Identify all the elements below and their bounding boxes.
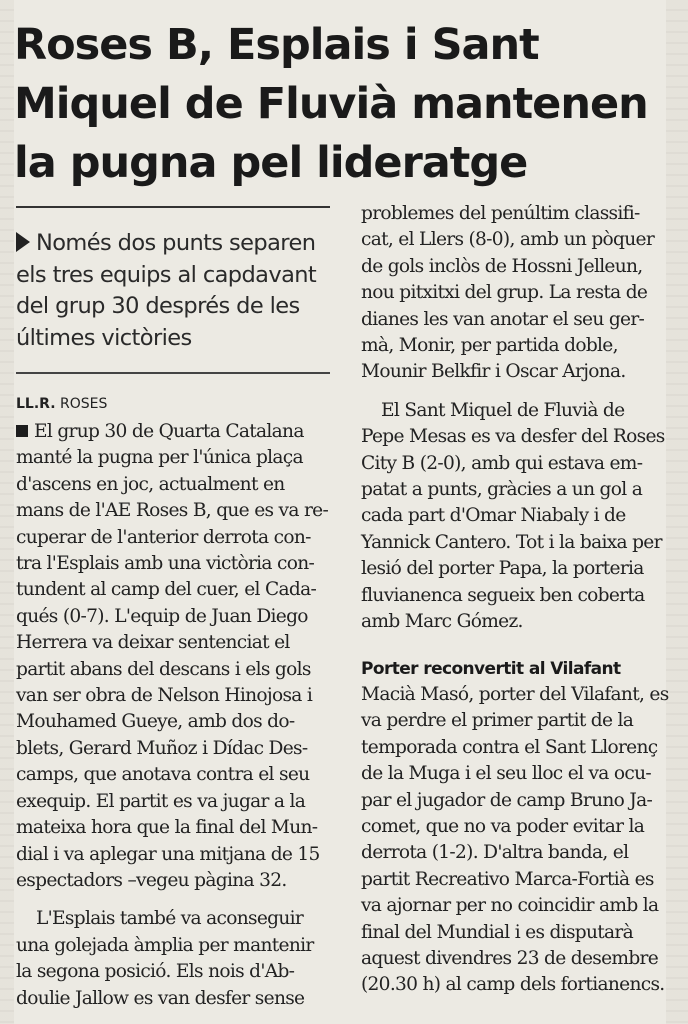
summary-line: Només dos punts separen <box>36 230 316 256</box>
paragraph <box>16 906 336 1012</box>
summary-line: del grup 30 després de les <box>16 293 300 319</box>
paragraph <box>16 419 336 894</box>
body-line: comet, que no va poder evitar la <box>361 815 645 837</box>
body-line: d'ascens en joc, actualment en <box>16 473 285 495</box>
body-line: cat, el Llers (8-0), amb un pòquer <box>361 229 655 251</box>
body-line: qués (0-7). L'equip de Juan Diego <box>16 605 308 627</box>
body-line: nou pitxitxi del grup. La resta de <box>361 282 648 304</box>
body-line: la segona posició. Els nois d'Ab- <box>16 961 295 983</box>
body-line: mà, Monir, per partida doble, <box>361 335 618 357</box>
byline-author: LL.R. <box>16 396 56 412</box>
paragraph <box>361 398 681 636</box>
body-line: dianes les van anotar el seu ger- <box>361 308 645 330</box>
left-page-edge <box>0 0 14 1024</box>
body-line: par el jugador de camp Bruno Ja- <box>361 789 653 811</box>
headline-line: Roses B, Esplais i Sant <box>14 20 539 70</box>
section-subhead: Porter reconvertit al Vilafant <box>361 658 621 679</box>
summary-line: últimes victòries <box>16 324 192 351</box>
body-line: El grup 30 de Quarta Catalana <box>34 421 304 442</box>
body-line: cada part d'Omar Niabaly i de <box>361 505 626 527</box>
body-line: partit Recreativo Marca-Fortià es <box>361 868 654 890</box>
body-line: partit abans del descans i els gols <box>16 658 311 680</box>
body-line: aquest divendres 23 de desembre <box>361 947 659 969</box>
headline <box>14 16 654 193</box>
body-line: El Sant Miquel de Fluvià de <box>381 399 625 421</box>
paragraph <box>361 201 681 386</box>
body-line: van ser obra de Nelson Hinojosa i <box>16 685 313 707</box>
body-line: Herrera va deixar sentenciat el <box>16 632 290 654</box>
headline-line: Miquel de Fluvià mantenen <box>14 79 648 129</box>
body-line: temporada contra el Sant Llorenç <box>361 736 658 758</box>
body-line: Mounir Belkfir i Oscar Arjona. <box>361 361 626 383</box>
body-line: mateixa hora que la final del Mun- <box>16 817 318 839</box>
body-line: (20.30 h) al camp dels fortianencs. <box>361 974 665 996</box>
body-column-left <box>16 419 336 1012</box>
body-line: Pepe Mesas es va desfer del Roses <box>361 426 665 448</box>
body-line: exequip. El partit es va jugar a la <box>16 790 306 812</box>
body-line: problemes del penúltim classifi- <box>361 203 640 224</box>
body-line: Mouhamed Gueye, amb dos do- <box>16 711 295 733</box>
headline-line: la pugna pel lideratge <box>14 138 528 188</box>
paragraph-gap <box>16 894 336 906</box>
body-line: mans de l'AE Roses B, que es va re- <box>16 500 329 522</box>
body-line: blets, Gerard Muñoz i Dídac Des- <box>16 737 308 759</box>
body-line: derrota (1-2). D'altra banda, el <box>361 842 629 864</box>
body-line: fluvianenca segueix ben coberta <box>361 584 645 606</box>
triangle-bullet-icon <box>16 232 30 252</box>
body-line: va perdre el primer partit de la <box>361 710 634 732</box>
byline <box>16 396 107 412</box>
summary-top-rule <box>16 206 330 208</box>
body-line: cuperar de l'anterior derrota con- <box>16 526 311 548</box>
body-line: va ajornar per no coincidir amb la <box>361 895 659 917</box>
body-column-right <box>361 201 681 999</box>
body-line: espectadors –vegeu pàgina 32. <box>16 869 287 891</box>
body-line: manté la pugna per l'única plaça <box>16 447 303 469</box>
body-line: L'Esplais també va aconseguir <box>36 908 304 930</box>
square-bullet-icon <box>16 425 28 437</box>
paragraph <box>361 682 681 999</box>
body-line: dial i va aplegar una mitjana de 15 <box>16 843 320 865</box>
body-line: de la Muga i el seu lloc el va ocu- <box>361 763 651 785</box>
summary <box>16 228 334 354</box>
byline-rule <box>16 372 330 374</box>
body-line: City B (2-0), amb qui estava em- <box>361 452 643 474</box>
body-line: tra l'Esplais amb una victòria con- <box>16 553 315 575</box>
body-line: Yannick Cantero. Tot i la baixa per <box>361 531 662 553</box>
body-line: camps, que anotava contra el seu <box>16 764 310 786</box>
byline-place: ROSES <box>59 396 108 412</box>
body-line: tundent al camp del cuer, el Cada- <box>16 579 317 601</box>
body-line: amb Marc Gómez. <box>361 611 523 633</box>
section-gap <box>361 636 681 656</box>
body-line: lesió del porter Papa, la porteria <box>361 558 644 580</box>
body-line: patat a punts, gràcies a un gol a <box>361 479 643 501</box>
summary-line: els tres equips al capdavant <box>16 261 317 288</box>
body-line: final del Mundial i es disputarà <box>361 921 634 943</box>
paragraph-gap <box>361 386 681 398</box>
body-line: una golejada àmplia per mantenir <box>16 934 314 956</box>
body-line: de gols inclòs de Hossni Jelleun, <box>361 255 643 277</box>
body-line: doulie Jallow es van desfer sense <box>16 987 305 1009</box>
body-line: Macià Masó, porter del Vilafant, es <box>361 683 669 705</box>
